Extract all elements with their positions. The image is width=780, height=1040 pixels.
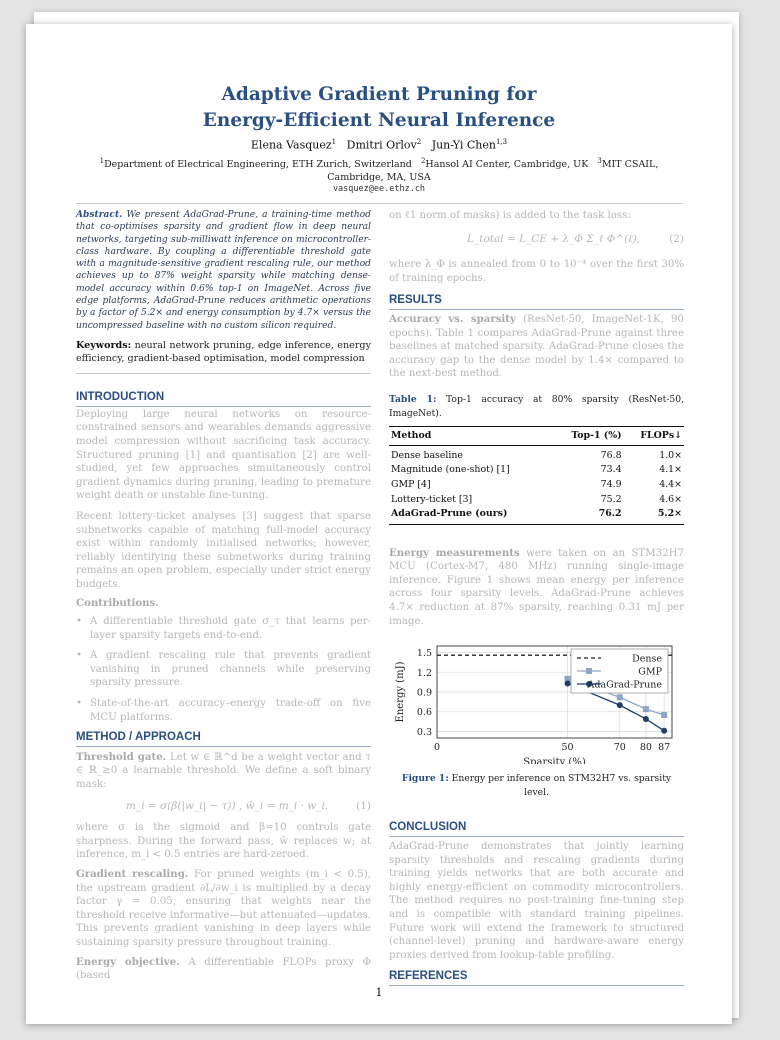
- section-heading-results: RESULTS: [389, 294, 684, 310]
- figure-1: [389, 640, 684, 764]
- table-row: GMP [4] 74.9 4.4×: [391, 478, 682, 490]
- author-list: Elena Vasquez$^1$ Dmitri Orlov$^2$ Jun-Yi Chen$^{1,3}$: [250, 138, 508, 152]
- x-tick-label: 70: [613, 742, 626, 754]
- contact-email[interactable]: vasquez@ee.ethz.ch: [332, 184, 426, 194]
- section-heading-introduction: INTRODUCTION: [76, 391, 371, 407]
- legend-label: Dense: [632, 653, 662, 665]
- figure-caption: Figure 1: Energy per inference on STM32H7 vs. sparsity level.: [401, 773, 672, 798]
- section-heading-method: METHOD / APPROACH: [76, 731, 371, 747]
- legend-marker: [586, 668, 592, 674]
- affiliations: $^1$Department of Electrical Engineering, ETH Zurich, Switzerland $^2$Hansol AI Center, Cambridge, UK $^3$MIT CSAIL, Cambridge, MA, USA: [99, 157, 659, 184]
- energy-measurements-paragraph: Energy measurements were taken on an STM32H7 MCU (Cortex-M7, 480 MHz) running single-image inference. Figure 1 shows mean energy per inference across four sparsity levels. AdaGrad-Prune achieves 4.7× reduction at 87% sparsity, reaching 0.31 mJ per image.: [389, 546, 684, 627]
- data-point-adagrad: [643, 716, 649, 722]
- table-row: Dense baseline 76.8 1.0×: [391, 449, 682, 461]
- energy-chart: [389, 640, 684, 764]
- threshold-paragraph: Threshold gate. Let w ∈ ℝ^d be a weight vector and τ ∈ ℝ_≥0 a learnable threshold. We define a soft binary mask:: [76, 750, 371, 790]
- data-point-gmp: [643, 706, 649, 712]
- abstract-divider: [76, 373, 371, 374]
- equation-1-explanation: where σ is the sigmoid and β=10 controls gate sharpness. During the forward pass, ŵ replaces w; at inference, m_i < 0.5 entries are hard-zeroed.: [76, 822, 371, 861]
- contribution-item: • A gradient rescaling rule that prevents gradient vanishing in pruned channels while preserving sparsity pressure.: [76, 650, 371, 689]
- data-point-adagrad: [565, 681, 571, 687]
- data-point-gmp: [617, 695, 623, 701]
- equation-1: m_i = σ(β(|w_i| − τ)) , ŵ_i = m_i · w_i. (1): [126, 799, 371, 812]
- results-table: [389, 426, 684, 525]
- legend-label: GMP: [638, 666, 662, 678]
- intro-paragraph-1: Deploying large neural networks on resource-constrained sensors and wearables demands aggressive model compression without sacrificing task accuracy. Structured pruning [1] and quantisation [2] are well-studied, yet few approaches simultaneously control gradient dynamics during pruning, leading to premature weight death or unstable fine-tuning.: [76, 408, 371, 502]
- conclusion-paragraph: AdaGrad-Prune demonstrates that jointly learning sparsity thresholds and rescaling gradients during training yields networks that are both accurate and highly energy-efficient on commodity microcontrollers. The method requires no post-training fine-tuning step and is compatible with standard training pipelines. Future work will extend the framework to structured (channel-level) pruning and hardware-aware energy proxies derived from lookup-table profiling.: [389, 841, 684, 961]
- rescaling-paragraph: Gradient rescaling. For pruned weights (m_i < 0.5), the upstream gradient ∂L/∂w_i is multiplied by a decay factor γ = 0.05, ensuring that weights near the threshold receive informative—but attenuated—updates. This prevents gradient vanishing in deep layers while sustaining sparsity pressure throughout training.: [76, 867, 371, 948]
- paper-title-line-2: Energy-Efficient Neural Inference: [202, 110, 556, 131]
- data-point-adagrad: [661, 728, 667, 734]
- data-point-adagrad: [617, 702, 623, 708]
- y-tick-label: 1.5: [416, 648, 432, 660]
- table-caption: Table 1: Top-1 accuracy at 80% sparsity (ResNet-50, ImageNet).: [389, 393, 684, 419]
- energy-objective-paragraph: Energy objective. A differentiable FLOPs proxy Φ (based: [76, 955, 371, 982]
- contribution-item: • A differentiable threshold gate σ_τ that learns per-layer sparsity targets end-to-end.: [76, 616, 371, 641]
- y-tick-label: 0.6: [416, 707, 432, 719]
- abstract: Abstract. We present AdaGrad-Prune, a training-time method that co-optimises sparsity and gradient flow in deep neural networks, targeting sub-milliwatt inference on microcontroller-class hardware. By coupling a differentiable threshold gate with a magnitude-sensitive gradient rescaling rule, our method achieves up to 87% weight sparsity while matching dense-model accuracy within 0.6% top-1 on ImageNet. Across five edge platforms, AdaGrad-Prune reduces arithmetic operations by a factor of 5.2× and energy consumption by 4.7× versus the uncompressed baseline with no custom silicon required.: [76, 209, 371, 331]
- header-divider: [76, 203, 683, 204]
- table-row: Magnitude (one-shot) [1] 73.4 4.1×: [391, 464, 682, 476]
- y-axis-label: Energy (mJ): [395, 661, 406, 723]
- keywords: Keywords: neural network pruning, edge inference, energy efficiency, gradient-based optimisation, model compression: [76, 339, 371, 364]
- y-tick-label: 0.3: [416, 727, 432, 739]
- paper-title-line-1: Adaptive Gradient Pruning for: [221, 84, 537, 105]
- left-column: [76, 209, 371, 983]
- table-row: AdaGrad-Prune (ours) 76.2 5.2×: [389, 507, 684, 525]
- contributions-label: Contributions.: [76, 597, 159, 610]
- author-name: Jun-Yi Chen: [431, 138, 496, 152]
- author-name: Dmitri Orlov: [346, 138, 417, 152]
- section-heading-conclusion: CONCLUSION: [389, 821, 684, 837]
- author-name: Elena Vasquez: [250, 138, 332, 152]
- x-axis-label: Sparsity (%): [523, 757, 586, 765]
- legend-label: AdaGrad-Prune: [587, 679, 662, 691]
- x-tick-label: 87: [658, 742, 671, 754]
- equation-2: L_total = L_CE + λ_Φ Σ_ℓ Φ^(ℓ), (2): [467, 232, 684, 245]
- y-tick-label: 1.2: [416, 668, 432, 680]
- equation-2-explanation: where λ_Φ is annealed from 0 to 10⁻⁴ over the first 30% of training epochs.: [389, 259, 684, 284]
- intro-paragraph-2: Recent lottery-ticket analyses [3] suggest that sparse subnetworks capable of matching full-model accuracy exist within randomly initialised networks; however, reliably identifying these subnetworks during training remains an open problem, especially under strict energy budgets.: [76, 510, 371, 590]
- right-column: [389, 209, 684, 986]
- accuracy-paragraph: Accuracy vs. sparsity (ResNet-50, ImageNet-1K, 90 epochs). Table 1 compares AdaGrad-Prune against three baselines at matched sparsity. AdaGrad-Prune closes the accuracy gap to the dense model by 1.4× compared to the next-best method.: [389, 312, 684, 380]
- page-number: 1: [375, 986, 383, 999]
- contribution-item: • State-of-the-art accuracy–energy trade-off on five MCU platforms.: [76, 698, 371, 723]
- paper-page: [26, 24, 732, 1024]
- energy-objective-continued: on ℓ1 norm of masks) is added to the task loss:: [389, 210, 631, 221]
- x-tick-label: 50: [561, 742, 574, 754]
- table-header-row: Method Top-1 (%) FLOPs↓: [389, 427, 684, 446]
- x-tick-label: 0: [433, 742, 441, 754]
- x-tick-label: 80: [639, 742, 652, 754]
- table-row: Lottery-ticket [3] 75.2 4.6×: [391, 493, 682, 505]
- data-point-gmp: [661, 712, 667, 718]
- y-tick-label: 0.9: [416, 687, 432, 699]
- section-heading-references: REFERENCES: [389, 970, 684, 986]
